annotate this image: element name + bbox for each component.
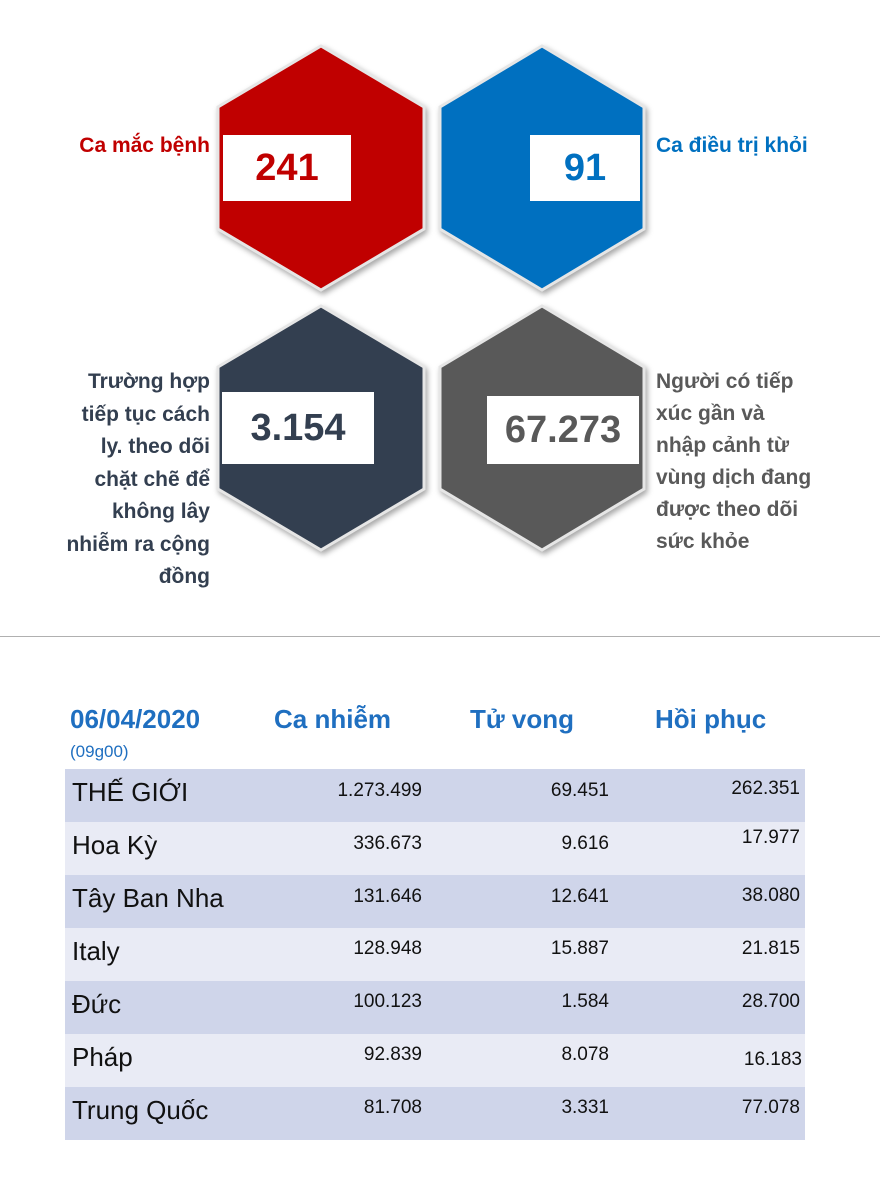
monitored-label-line: được theo dõi xyxy=(656,498,799,521)
isolated-label-line: ly. theo dõi xyxy=(100,435,210,458)
monitored-label-line: nhập cảnh từ xyxy=(656,434,790,457)
row-infected: 128.948 xyxy=(353,938,422,959)
table-row xyxy=(65,875,805,928)
row-recovered: 77.078 xyxy=(741,1097,800,1118)
isolated-value: 3.154 xyxy=(222,392,374,464)
row-country: Trung Quốc xyxy=(72,1095,209,1125)
table-row xyxy=(65,928,805,981)
table-row xyxy=(65,1034,805,1087)
cases-label: Ca mắc bệnh xyxy=(79,134,210,157)
row-recovered: 38.080 xyxy=(741,885,800,906)
row-country: Pháp xyxy=(72,1042,133,1072)
row-infected: 1.273.499 xyxy=(337,780,422,801)
recovered-label: Ca điều trị khỏi xyxy=(656,134,808,157)
row-deaths: 12.641 xyxy=(550,886,609,907)
row-deaths: 1.584 xyxy=(561,991,609,1012)
row-deaths: 3.331 xyxy=(561,1097,609,1118)
section-divider xyxy=(0,636,880,637)
header-recovered: Hồi phục xyxy=(655,704,767,734)
isolated-label-line: không lây xyxy=(111,500,210,523)
monitored-label-line: vùng dịch đang xyxy=(656,466,812,489)
row-recovered: 262.351 xyxy=(731,778,800,799)
row-recovered: 28.700 xyxy=(741,991,800,1012)
table-row xyxy=(65,769,805,822)
row-deaths: 15.887 xyxy=(550,938,609,959)
row-infected: 81.708 xyxy=(363,1097,422,1118)
row-infected: 131.646 xyxy=(353,886,422,907)
row-deaths: 69.451 xyxy=(550,780,609,801)
isolated-label-line: đồng xyxy=(158,565,210,588)
hex-recovered xyxy=(440,46,644,290)
row-country: THẾ GIỚI xyxy=(72,777,189,807)
table-row xyxy=(65,1087,805,1140)
isolated-label-line: tiếp tục cách xyxy=(81,402,210,426)
monitored-label-line: Người có tiếp xyxy=(656,370,794,393)
row-country: Hoa Kỳ xyxy=(72,830,158,860)
recovered-value: 91 xyxy=(530,135,640,201)
table-row xyxy=(65,981,805,1034)
isolated-label-line: Trường hợp xyxy=(87,370,210,393)
row-recovered: 21.815 xyxy=(741,938,800,959)
row-country: Tây Ban Nha xyxy=(72,883,224,913)
cases-value: 241 xyxy=(223,135,351,201)
table-row xyxy=(65,822,805,875)
monitored-label-line: xúc gần và xyxy=(656,402,765,425)
monitored-value: 67.273 xyxy=(487,396,639,464)
monitored-label xyxy=(656,366,856,558)
isolated-label xyxy=(20,366,210,594)
row-infected: 92.839 xyxy=(363,1044,422,1065)
table-time: (09g00) xyxy=(70,742,129,761)
row-deaths: 8.078 xyxy=(561,1044,609,1065)
row-recovered: 17.977 xyxy=(741,827,800,848)
isolated-label-line: chặt chẽ để xyxy=(94,467,210,491)
header-deaths: Tử vong xyxy=(470,704,575,734)
hex-monitored xyxy=(440,306,644,550)
hex-cases xyxy=(218,46,424,290)
row-country: Italy xyxy=(72,936,120,966)
hex-isolated xyxy=(218,306,424,550)
header-infected: Ca nhiễm xyxy=(274,704,392,734)
table-date: 06/04/2020 xyxy=(70,704,201,734)
row-recovered: 16.183 xyxy=(743,1049,802,1070)
row-infected: 100.123 xyxy=(353,991,422,1012)
row-infected: 336.673 xyxy=(353,833,422,854)
row-country: Đức xyxy=(72,989,122,1019)
monitored-label-line: sức khỏe xyxy=(656,530,750,553)
row-deaths: 9.616 xyxy=(561,833,609,854)
isolated-label-line: nhiễm ra cộng xyxy=(66,532,210,556)
